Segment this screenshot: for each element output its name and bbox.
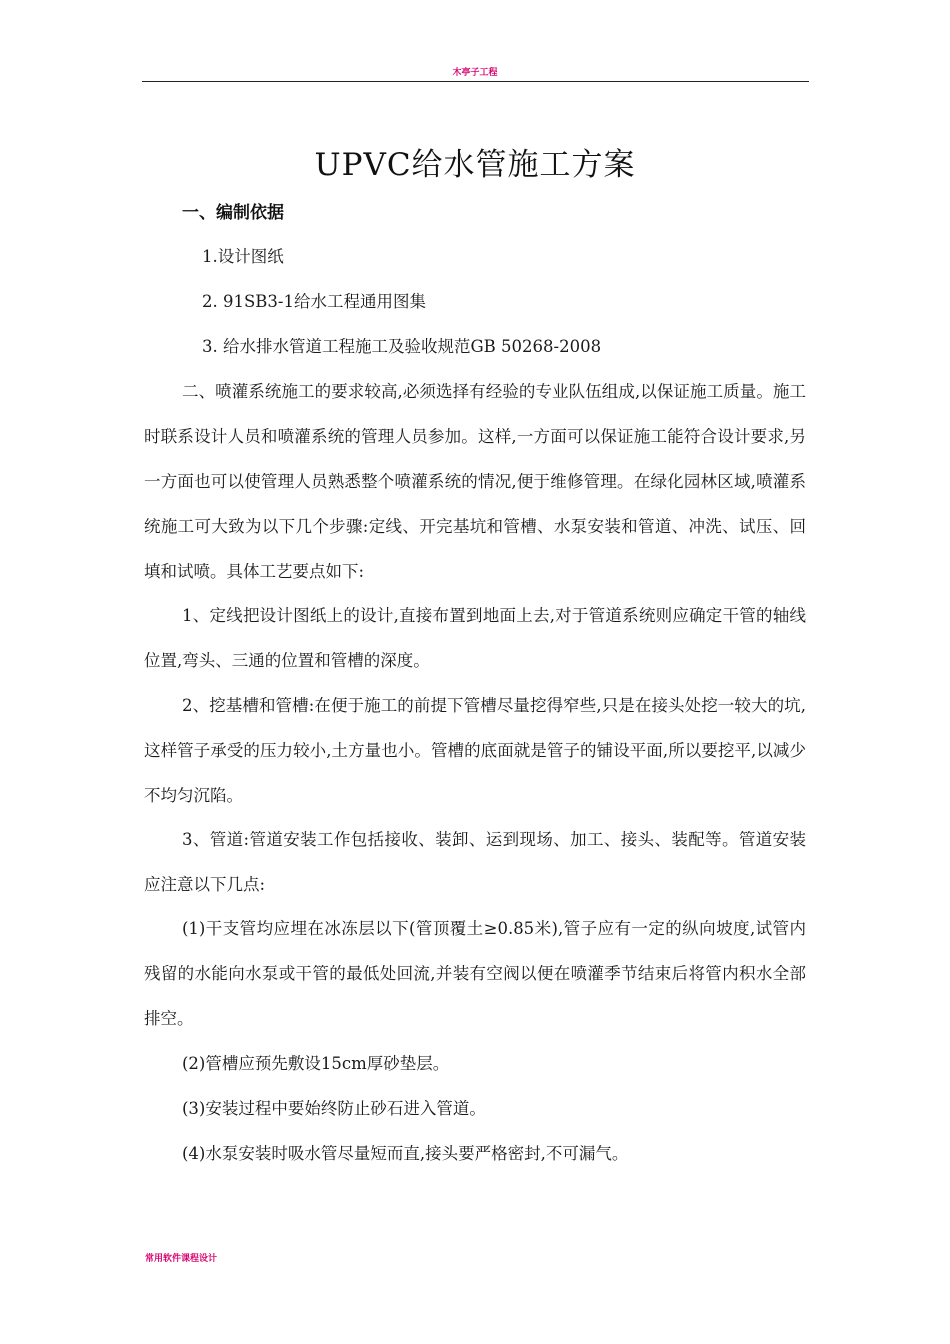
- paragraph-step-2: 2、挖基槽和管槽:在便于施工的前提下管槽尽量挖得窄些,只是在接头处挖一较大的坑,这样管子承受的压力较小,土方量也小。管槽的底面就是管子的铺设平面,所以要挖平,以减少不均匀沉陷。: [144, 696, 806, 805]
- section-heading-basis: 一、编制依据: [182, 203, 284, 223]
- reference-item: 1.设计图纸: [202, 247, 284, 266]
- document-title: UPVC给水管施工方案: [314, 147, 636, 183]
- paragraph-step-1: 1、定线把设计图纸上的设计,直接布置到地面上去,对于管道系统则应确定干管的轴线位置,弯头、三通的位置和管槽的深度。: [144, 606, 806, 670]
- reference-item: 2. 91SB3-1给水工程通用图集: [202, 292, 426, 311]
- list-item: (3)安装过程中要始终防止砂石进入管道。: [182, 1099, 486, 1118]
- header-divider: [142, 81, 809, 82]
- reference-item: 3. 给水排水管道工程施工及验收规范GB 50268-2008: [202, 337, 602, 356]
- page-footer-text: 常用软件课程设计: [145, 1254, 218, 1264]
- page-header-text: 木亭子工程: [452, 68, 498, 78]
- paragraph-point-1: (1)干支管均应埋在冰冻层以下(管顶覆土≥0.85米),管子应有一定的纵向坡度,试管内残留的水能向水泵或干管的最低处回流,并装有空阀以便在喷灌季节结束后将管内积水全部排空。: [144, 919, 806, 1028]
- list-item: (4)水泵安装时吸水管尽量短而直,接头要严格密封,不可漏气。: [182, 1144, 629, 1163]
- paragraph-step-3: 3、管道:管道安装工作包括接收、装卸、运到现场、加工、接头、装配等。管道安装应注意以下几点:: [144, 830, 806, 894]
- paragraph-section-two: 二、喷灌系统施工的要求较高,必须选择有经验的专业队伍组成,以保证施工质量。施工时联系设计人员和喷灌系统的管理人员参加。这样,一方面可以保证施工能符合设计要求,另一方面也可以使管理人员熟悉整个喷灌系统的情况,便于维修管理。在绿化园林区域,喷灌系统施工可大致为以下几个步骤:定线、开完基坑和管槽、水泵安装和管道、冲洗、试压、回填和试喷。具体工艺要点如下:: [144, 382, 806, 581]
- list-item: (2)管槽应预先敷设15cm厚砂垫层。: [182, 1054, 450, 1073]
